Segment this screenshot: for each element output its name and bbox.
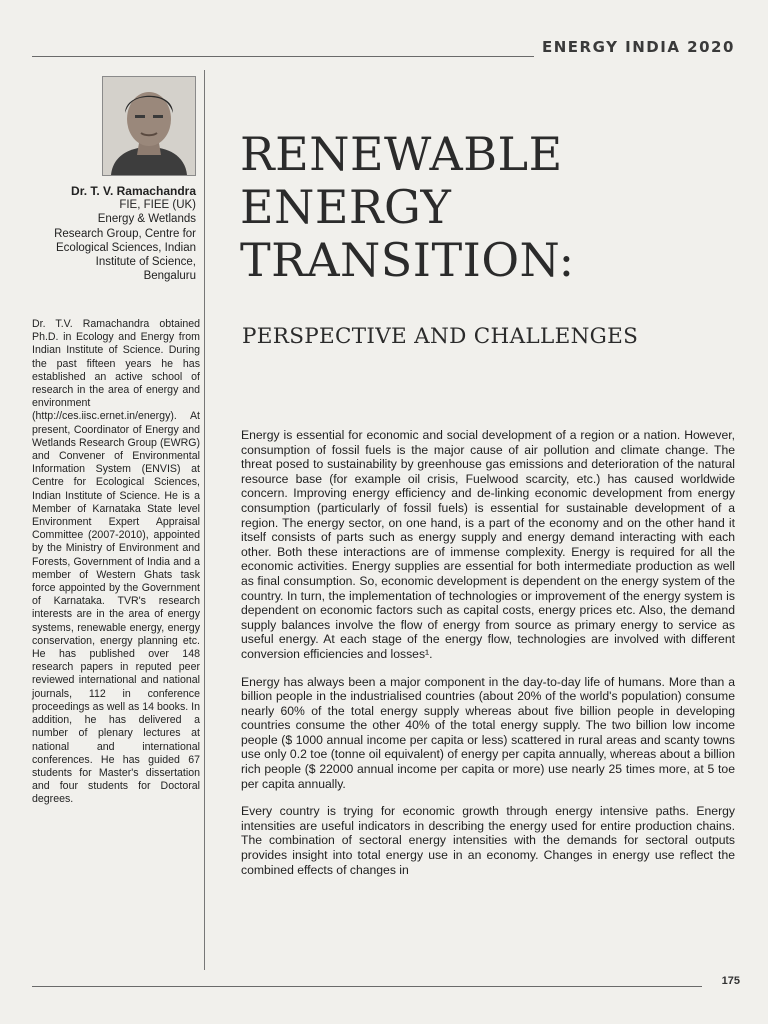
- publication-title: ENERGY INDIA 2020: [542, 38, 735, 56]
- author-affiliation-line: Research Group, Centre for: [54, 227, 196, 240]
- author-credentials: FIE, FIEE (UK): [119, 199, 196, 212]
- author-bio: Dr. T.V. Ramachandra obtained Ph.D. in Ecology and Energy from Indian Institute of Science. During the past fifteen years he has established an active school of research in the area of energy and environment (http://ces.iisc.ernet.in/energy). At present, Coordinator of Energy and Wetlands Research Group (EWRG) and Convener of Environmental Information System (ENVIS) at Centre for Ecological Sciences, Indian Institute of Science. He is a Member of Karnataka State level Environment Expert Appraisal Committee (2007-2010), appointed by the Ministry of Environment and Forests, Government of India and a member of Western Ghats task force appointed by the Government of Karnataka. TVR's research interests are in the area of energy systems, renewable energy, energy conservation, energy planning etc. He has published over 148 research papers in reputed peer reviewed international and national journals, 112 in conference proceedings as well as 14 books. In addition, he has delivered a number of plenary lectures at national and international conferences. He has guided 67 students for Master's dissertation and four students for Doctoral degrees.: [32, 318, 200, 806]
- author-affiliation-line: Institute of Science,: [95, 256, 196, 269]
- article-title-line: RENEWABLE: [240, 127, 563, 181]
- article-title: [240, 128, 740, 287]
- article-title-line: ENERGY: [240, 180, 452, 234]
- author-info: [24, 184, 196, 283]
- article-subtitle: PERSPECTIVE AND CHALLENGES: [242, 324, 639, 349]
- header-rule: [32, 56, 534, 57]
- column-divider: [204, 70, 205, 970]
- footer-rule: [32, 986, 702, 987]
- article-title-line: TRANSITION:: [240, 233, 575, 287]
- portrait-image: [103, 77, 195, 175]
- body-paragraph: Energy has always been a major component in the day-to-day life of humans. More than a billion people in the industrialised countries (about 20% of the world's population) consume nearly 60% of the total energy supply whereas about five billion people in developing countries consume the other 40% of the total energy supply. The two billion low income people ($ 1000 annual income per capita or less) scattered in rural areas and scanty towns use only 0.2 toe (tonne oil equivalent) of energy per capita annually, whereas about a billion rich people ($ 22000 annual income per capita or more) use nearly 25 times more, at 5 toe per capita annually.: [241, 674, 735, 791]
- article-body: [241, 428, 735, 890]
- author-affiliation-line: Ecological Sciences, Indian: [56, 241, 196, 254]
- author-photo: [102, 76, 196, 176]
- author-affiliation-line: Bengaluru: [143, 270, 196, 283]
- author-affiliation-line: Energy & Wetlands: [97, 213, 196, 226]
- author-name: Dr. T. V. Ramachandra: [71, 184, 196, 198]
- body-paragraph: Energy is essential for economic and social development of a region or a nation. However, consumption of fossil fuels is the major cause of air pollution and climate change. The threat posed to sustainability by greenhouse gas emissions and deterioration of the natural resource base (for example oil crisis, Fuelwood scarcity, etc.) has caused worldwide concern. Improving energy efficiency and de-linking economic development from energy consumption (particularly of fossil fuels) is essential for sustainable development of a region. The energy sector, on one hand, is a part of the economy and on the other hand it itself consists of parts such as energy supply and energy demand interacting with each other. Both these interactions are of immense complexity. Energy is required for all the economic activities. Energy supplies are essential for both intermediate production as well as final consumption. So, economic development is dependent on the energy system of the country. In turn, the implementation of technologies or improvement of the energy system is dependent on economic factors such as capital costs, energy prices etc. Also, the demand supply balances involve the flow of energy from source as primary energy to service as useful energy. At each stage of the energy flow, technologies are involved with different conversion efficiencies and losses¹.: [241, 428, 735, 661]
- body-paragraph: Every country is trying for economic growth through energy intensive paths. Energy intensities are useful indicators in describing the energy used for entire production chains. The combination of sectoral energy intensities with the demands for sectoral outputs provides insight into total energy use in an economy. Changes in energy use reflect the combined effects of changes in: [241, 804, 735, 877]
- page-number: 175: [721, 975, 740, 987]
